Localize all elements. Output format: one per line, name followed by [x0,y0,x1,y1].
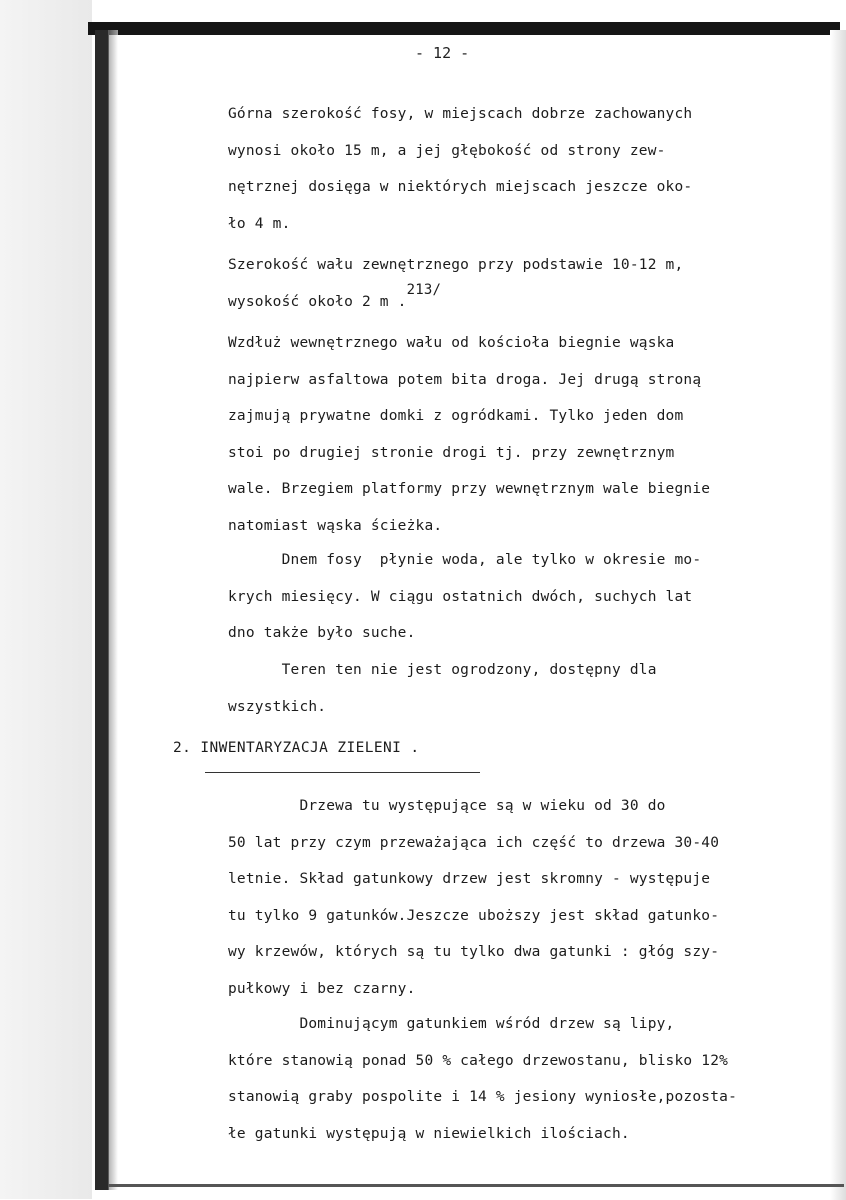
text-line: stoi po drugiej stronie drogi tj. przy zewnętrznym [228,444,675,461]
text-line: Drzewa tu występujące są w wieku od 30 do [228,798,666,814]
text-line: 50 lat przy czym przeważająca ich część to drzewa 30-40 [228,834,720,851]
text-line: dno także było suche. [228,625,416,642]
scan-left-border-shadow [108,30,118,1190]
text-line: ło 4 m. [228,215,291,232]
paragraph-access [228,652,818,725]
scan-left-border [95,30,109,1190]
text-line: wy krzewów, których są tu tylko dwa gatunki : głóg szy- [228,944,720,961]
paragraph-moat-width [228,96,818,242]
text-line: Teren ten nie jest ogrodzony, dostępny dla [228,662,657,678]
text-line: Dominującym gatunkiem wśród drzew są lipy, [228,1016,675,1032]
text-line: Szerokość wału zewnętrznego przy podstawie 10-12 m, [228,257,684,273]
section-heading-underline [205,772,480,773]
paragraph-trees-age [228,788,818,1008]
text-line: pułkowy i bez czarny. [228,980,416,997]
text-line: Górna szerokość fosy, w miejscach dobrze zachowanych [228,106,693,122]
text-line: Dnem fosy płynie woda, ale tylko w okresie mo- [228,552,702,568]
paragraph-rampart-width [228,247,818,320]
text-line: zajmują prywatne domki z ogródkami. Tylko jeden dom [228,408,684,425]
text-line: letnie. Skład gatunkowy drzew jest skromny - występuje [228,871,711,888]
section-heading: 2. INWENTARYZACJA ZIELENI . [173,740,420,756]
paragraph-water [228,542,818,652]
footnote-ref: 213/ [406,281,442,298]
paragraph-road [228,325,818,545]
scan-right-shade [830,30,846,1200]
text-line: wysokość około 2 m . [228,293,407,310]
text-line: Wzdłuż wewnętrznego wału od kościoła biegnie wąska [228,335,675,351]
page-number: - 12 - [415,44,470,62]
text-line: krych miesięcy. W ciągu ostatnich dwóch, suchych lat [228,588,693,605]
text-line: wszystkich. [228,698,327,715]
text-line: natomiast wąska ścieżka. [228,517,443,534]
scan-left-margin [0,0,92,1199]
text-line: wynosi około 15 m, a jej głębokość od strony zew- [228,142,666,159]
text-line: łe gatunki występują w niewielkich ilościach. [228,1125,630,1142]
scan-bottom-border [108,1184,844,1187]
paragraph-species [228,1006,818,1152]
scan-top-border [88,22,840,35]
text-line: tu tylko 9 gatunków.Jeszcze uboższy jest skład gatunko- [228,907,720,924]
text-line: nętrznej dosięga w niektórych miejscach jeszcze oko- [228,179,693,196]
text-line: stanowią graby pospolite i 14 % jesiony wyniosłe,pozosta- [228,1089,737,1106]
text-line: wale. Brzegiem platformy przy wewnętrznym wale biegnie [228,481,711,498]
text-line: najpierw asfaltowa potem bita droga. Jej drugą stroną [228,371,702,388]
text-line: które stanowią ponad 50 % całego drzewostanu, blisko 12% [228,1052,729,1069]
